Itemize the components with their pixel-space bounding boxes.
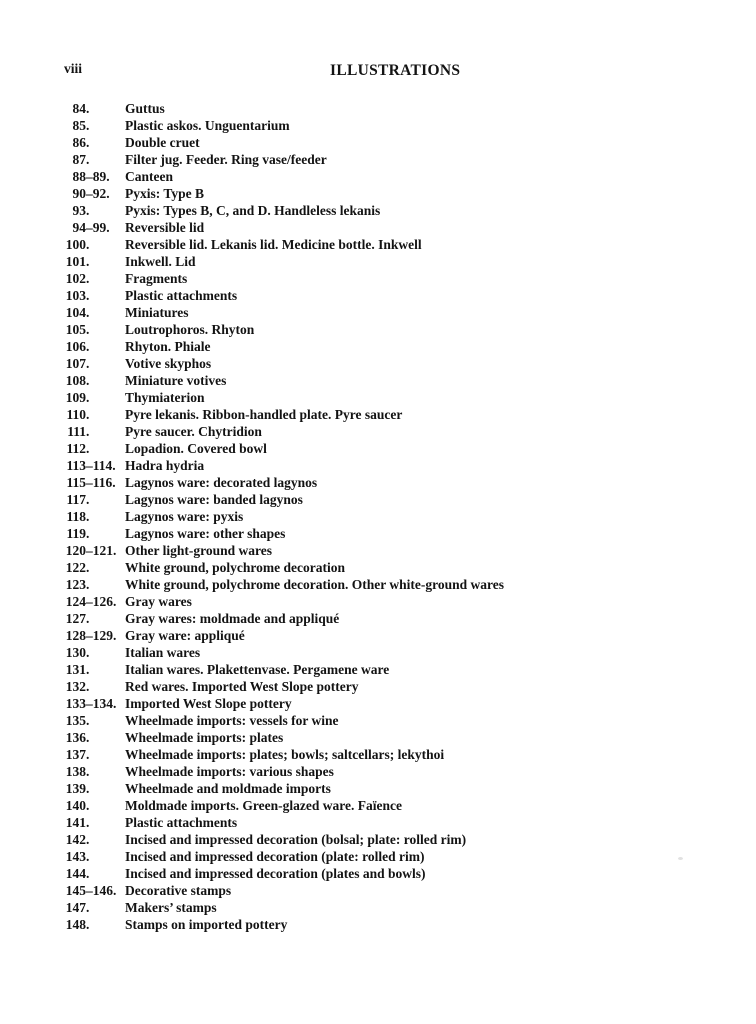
item-label: Thymiaterion bbox=[125, 390, 205, 405]
item-number-main: 139 bbox=[65, 781, 86, 796]
item-number-main: 133 bbox=[65, 696, 86, 711]
item-label: Italian wares bbox=[125, 645, 201, 660]
item-number-main: 110 bbox=[66, 407, 86, 422]
item-label: Red wares. Imported West Slope pottery bbox=[125, 679, 359, 694]
item-label: White ground, polychrome decoration. Other white-ground wares bbox=[125, 577, 505, 592]
item-label: Wheelmade imports: vessels for wine bbox=[125, 713, 339, 728]
item-number-suffix: . bbox=[86, 866, 90, 881]
item-label: Reversible lid bbox=[125, 220, 205, 235]
item-label: Wheelmade and moldmade imports bbox=[125, 781, 331, 796]
page-number: viii bbox=[64, 61, 83, 76]
list-item bbox=[0, 746, 756, 763]
list-item bbox=[0, 389, 756, 406]
item-number-main: 145 bbox=[65, 883, 86, 898]
item-label: Makers’ stamps bbox=[125, 900, 217, 915]
item-number-main: 119 bbox=[66, 526, 86, 541]
list-item bbox=[0, 661, 756, 678]
item-number bbox=[0, 355, 125, 372]
item-label: Filter jug. Feeder. Ring vase/feeder bbox=[125, 152, 327, 167]
item-label: Incised and impressed decoration (bolsal; plate: rolled rim) bbox=[125, 832, 467, 847]
page-title: ILLUSTRATIONS bbox=[330, 62, 461, 79]
item-number-main: 138 bbox=[65, 764, 86, 779]
item-number-suffix: –114. bbox=[86, 458, 116, 473]
item-number-suffix: . bbox=[86, 152, 90, 167]
item-number-suffix: . bbox=[86, 441, 90, 456]
list-item bbox=[0, 202, 756, 219]
item-label: Plastic attachments bbox=[125, 815, 238, 830]
item-number bbox=[0, 304, 125, 321]
item-label: Votive skyphos bbox=[125, 356, 212, 371]
item-label: Stamps on imported pottery bbox=[125, 917, 288, 932]
list-item bbox=[0, 848, 756, 865]
item-number-suffix: . bbox=[86, 815, 90, 830]
illustrations-list bbox=[0, 100, 756, 933]
list-item bbox=[0, 440, 756, 457]
item-number-main: 123 bbox=[65, 577, 86, 592]
item-number-suffix: . bbox=[86, 237, 90, 252]
item-number bbox=[0, 593, 125, 610]
item-number-suffix: . bbox=[86, 288, 90, 303]
item-number-suffix: . bbox=[86, 679, 90, 694]
list-item bbox=[0, 729, 756, 746]
list-item bbox=[0, 338, 756, 355]
item-number-suffix: . bbox=[86, 322, 90, 337]
item-number-main: 108 bbox=[65, 373, 86, 388]
item-number-main: 85 bbox=[72, 118, 86, 133]
item-number bbox=[0, 661, 125, 678]
item-number-suffix: . bbox=[86, 900, 90, 915]
item-number-main: 141 bbox=[65, 815, 86, 830]
item-number bbox=[0, 508, 125, 525]
list-item bbox=[0, 423, 756, 440]
list-item bbox=[0, 508, 756, 525]
item-label: Pyxis: Type B bbox=[125, 186, 205, 201]
list-item bbox=[0, 474, 756, 491]
item-number bbox=[0, 440, 125, 457]
item-label: Loutrophoros. Rhyton bbox=[125, 322, 255, 337]
item-number-suffix: . bbox=[86, 713, 90, 728]
item-number-main: 128 bbox=[65, 628, 86, 643]
list-item bbox=[0, 644, 756, 661]
item-number bbox=[0, 457, 125, 474]
item-number-suffix: . bbox=[86, 203, 90, 218]
list-item bbox=[0, 236, 756, 253]
list-item bbox=[0, 525, 756, 542]
item-number-main: 104 bbox=[65, 305, 86, 320]
item-number-suffix: . bbox=[86, 526, 90, 541]
list-item bbox=[0, 559, 756, 576]
item-number-main: 103 bbox=[65, 288, 86, 303]
item-label: Pyxis: Types B, C, and D. Handleless lekanis bbox=[125, 203, 381, 218]
item-number bbox=[0, 814, 125, 831]
item-label: Decorative stamps bbox=[125, 883, 232, 898]
item-label: Imported West Slope pottery bbox=[125, 696, 292, 711]
item-number-main: 117 bbox=[66, 492, 86, 507]
scan-artifact-speck bbox=[678, 857, 683, 860]
item-number-suffix: . bbox=[86, 135, 90, 150]
list-item bbox=[0, 491, 756, 508]
list-item bbox=[0, 627, 756, 644]
item-label: Double cruet bbox=[125, 135, 200, 150]
list-item bbox=[0, 270, 756, 287]
list-item bbox=[0, 797, 756, 814]
item-number-suffix: . bbox=[86, 662, 90, 677]
item-number-suffix: . bbox=[86, 798, 90, 813]
item-number-main: 142 bbox=[65, 832, 86, 847]
item-number bbox=[0, 831, 125, 848]
item-number-main: 124 bbox=[65, 594, 86, 609]
item-label: Pyre saucer. Chytridion bbox=[125, 424, 262, 439]
item-label: Lagynos ware: decorated lagynos bbox=[125, 475, 318, 490]
item-number-suffix: . bbox=[86, 645, 90, 660]
item-number bbox=[0, 219, 125, 236]
item-number-suffix: . bbox=[86, 730, 90, 745]
list-item bbox=[0, 899, 756, 916]
item-label: Italian wares. Plakettenvase. Pergamene ware bbox=[125, 662, 390, 677]
item-number bbox=[0, 797, 125, 814]
item-number bbox=[0, 559, 125, 576]
item-number bbox=[0, 627, 125, 644]
item-number-suffix: . bbox=[86, 118, 90, 133]
item-number bbox=[0, 236, 125, 253]
item-number-suffix: . bbox=[86, 254, 90, 269]
item-label: Lagynos ware: pyxis bbox=[125, 509, 244, 524]
item-number-main: 109 bbox=[65, 390, 86, 405]
item-number-main: 132 bbox=[65, 679, 86, 694]
list-item bbox=[0, 287, 756, 304]
item-number bbox=[0, 610, 125, 627]
list-item bbox=[0, 134, 756, 151]
item-number bbox=[0, 899, 125, 916]
item-number bbox=[0, 882, 125, 899]
item-number bbox=[0, 338, 125, 355]
item-number bbox=[0, 746, 125, 763]
item-label: Hadra hydria bbox=[125, 458, 205, 473]
item-number-main: 112 bbox=[66, 441, 86, 456]
item-number-main: 130 bbox=[65, 645, 86, 660]
item-number bbox=[0, 729, 125, 746]
list-item bbox=[0, 168, 756, 185]
item-number-main: 93 bbox=[72, 203, 86, 218]
item-number-main: 100 bbox=[65, 237, 86, 252]
item-number-suffix: . bbox=[86, 832, 90, 847]
item-number-main: 136 bbox=[65, 730, 86, 745]
item-number-main: 101 bbox=[65, 254, 86, 269]
item-label: Gray ware: appliqué bbox=[125, 628, 245, 643]
item-number-main: 135 bbox=[65, 713, 86, 728]
item-number-suffix: . bbox=[86, 747, 90, 762]
item-number-suffix: . bbox=[86, 390, 90, 405]
item-label: Reversible lid. Lekanis lid. Medicine bottle. Inkwell bbox=[125, 237, 422, 252]
item-number-suffix: –99. bbox=[86, 220, 110, 235]
item-number-main: 144 bbox=[65, 866, 86, 881]
item-label: Wheelmade imports: various shapes bbox=[125, 764, 334, 779]
item-label: White ground, polychrome decoration bbox=[125, 560, 346, 575]
item-label: Inkwell. Lid bbox=[125, 254, 196, 269]
item-number-main: 113 bbox=[66, 458, 86, 473]
item-number-suffix: . bbox=[86, 356, 90, 371]
item-number-suffix: . bbox=[86, 849, 90, 864]
item-number-suffix: –129. bbox=[86, 628, 117, 643]
item-number bbox=[0, 525, 125, 542]
item-number-suffix: –126. bbox=[86, 594, 117, 609]
item-number bbox=[0, 270, 125, 287]
item-label: Other light-ground wares bbox=[125, 543, 273, 558]
item-number bbox=[0, 712, 125, 729]
item-label: Miniatures bbox=[125, 305, 189, 320]
item-number-suffix: . bbox=[86, 492, 90, 507]
item-number-suffix: . bbox=[86, 781, 90, 796]
item-number bbox=[0, 406, 125, 423]
item-number bbox=[0, 134, 125, 151]
item-number-suffix: . bbox=[86, 339, 90, 354]
item-number-suffix: –146. bbox=[86, 883, 117, 898]
item-number-suffix: . bbox=[86, 271, 90, 286]
item-label: Guttus bbox=[125, 101, 165, 116]
item-number bbox=[0, 372, 125, 389]
list-item bbox=[0, 814, 756, 831]
item-number-main: 105 bbox=[65, 322, 86, 337]
item-number bbox=[0, 287, 125, 304]
item-number bbox=[0, 678, 125, 695]
item-number-main: 107 bbox=[65, 356, 86, 371]
item-number bbox=[0, 100, 125, 117]
list-item bbox=[0, 695, 756, 712]
item-number-main: 120 bbox=[65, 543, 86, 558]
item-number-main: 102 bbox=[65, 271, 86, 286]
item-label: Wheelmade imports: plates; bowls; saltcellars; lekythoi bbox=[125, 747, 445, 762]
list-item bbox=[0, 304, 756, 321]
list-item bbox=[0, 185, 756, 202]
item-number bbox=[0, 695, 125, 712]
list-item bbox=[0, 916, 756, 933]
item-number-suffix: . bbox=[86, 407, 90, 422]
list-item bbox=[0, 712, 756, 729]
item-label: Canteen bbox=[125, 169, 173, 184]
item-number-main: 88 bbox=[72, 169, 86, 184]
item-number-suffix: . bbox=[86, 373, 90, 388]
item-number-suffix: . bbox=[86, 101, 90, 116]
list-item bbox=[0, 831, 756, 848]
item-number-main: 143 bbox=[65, 849, 86, 864]
item-number-main: 87 bbox=[72, 152, 86, 167]
list-item bbox=[0, 610, 756, 627]
item-label: Lopadion. Covered bowl bbox=[125, 441, 267, 456]
list-item bbox=[0, 593, 756, 610]
list-item bbox=[0, 406, 756, 423]
item-number-suffix: . bbox=[86, 764, 90, 779]
item-label: Fragments bbox=[125, 271, 188, 286]
item-label: Miniature votives bbox=[125, 373, 227, 388]
item-number bbox=[0, 321, 125, 338]
item-number-main: 148 bbox=[65, 917, 86, 932]
list-item bbox=[0, 151, 756, 168]
list-item bbox=[0, 678, 756, 695]
item-number bbox=[0, 491, 125, 508]
item-number bbox=[0, 474, 125, 491]
item-number bbox=[0, 117, 125, 134]
item-number-main: 147 bbox=[65, 900, 86, 915]
item-number-suffix: . bbox=[86, 611, 90, 626]
item-label: Plastic attachments bbox=[125, 288, 238, 303]
item-number-suffix: . bbox=[86, 560, 90, 575]
list-item bbox=[0, 253, 756, 270]
list-item bbox=[0, 321, 756, 338]
item-number-suffix: . bbox=[86, 424, 90, 439]
list-item bbox=[0, 100, 756, 117]
item-number-main: 140 bbox=[65, 798, 86, 813]
item-number-suffix: –92. bbox=[86, 186, 110, 201]
item-number-suffix: –116. bbox=[86, 475, 116, 490]
list-item bbox=[0, 542, 756, 559]
item-number-main: 90 bbox=[72, 186, 86, 201]
item-label: Gray wares: moldmade and appliqué bbox=[125, 611, 340, 626]
item-number bbox=[0, 780, 125, 797]
item-number-suffix: . bbox=[86, 305, 90, 320]
list-item bbox=[0, 219, 756, 236]
item-number bbox=[0, 253, 125, 270]
item-label: Plastic askos. Unguentarium bbox=[125, 118, 290, 133]
list-item bbox=[0, 576, 756, 593]
item-label: Moldmade imports. Green-glazed ware. Faïence bbox=[125, 798, 402, 813]
item-number-main: 127 bbox=[65, 611, 86, 626]
item-number bbox=[0, 185, 125, 202]
list-item bbox=[0, 865, 756, 882]
item-number-main: 115 bbox=[66, 475, 86, 490]
item-label: Incised and impressed decoration (plates and bowls) bbox=[125, 866, 426, 881]
item-number-suffix: . bbox=[86, 917, 90, 932]
list-item bbox=[0, 372, 756, 389]
item-number-main: 84 bbox=[72, 101, 86, 116]
item-label: Pyre lekanis. Ribbon-handled plate. Pyre saucer bbox=[125, 407, 403, 422]
list-item bbox=[0, 457, 756, 474]
item-number-main: 86 bbox=[72, 135, 86, 150]
item-number bbox=[0, 916, 125, 933]
item-label: Lagynos ware: banded lagynos bbox=[125, 492, 303, 507]
item-number-suffix: –134. bbox=[86, 696, 117, 711]
item-number bbox=[0, 389, 125, 406]
item-number-main: 122 bbox=[65, 560, 86, 575]
item-number-suffix: . bbox=[86, 577, 90, 592]
item-number-main: 131 bbox=[65, 662, 86, 677]
item-number bbox=[0, 865, 125, 882]
item-number bbox=[0, 848, 125, 865]
list-item bbox=[0, 763, 756, 780]
item-number bbox=[0, 542, 125, 559]
item-number-suffix: –89. bbox=[86, 169, 110, 184]
list-item bbox=[0, 780, 756, 797]
item-label: Wheelmade imports: plates bbox=[125, 730, 284, 745]
item-label: Incised and impressed decoration (plate: rolled rim) bbox=[125, 849, 425, 864]
list-item bbox=[0, 117, 756, 134]
list-item bbox=[0, 882, 756, 899]
item-number-main: 94 bbox=[72, 220, 86, 235]
item-number-suffix: –121. bbox=[86, 543, 117, 558]
item-number-main: 137 bbox=[65, 747, 86, 762]
item-number bbox=[0, 644, 125, 661]
item-number-main: 106 bbox=[65, 339, 86, 354]
item-number bbox=[0, 202, 125, 219]
item-number bbox=[0, 151, 125, 168]
item-number bbox=[0, 763, 125, 780]
item-number-main: 118 bbox=[66, 509, 86, 524]
item-label: Lagynos ware: other shapes bbox=[125, 526, 286, 541]
item-label: Rhyton. Phiale bbox=[125, 339, 211, 354]
list-item bbox=[0, 355, 756, 372]
item-label: Gray wares bbox=[125, 594, 192, 609]
item-number bbox=[0, 423, 125, 440]
item-number bbox=[0, 576, 125, 593]
item-number-suffix: . bbox=[86, 509, 90, 524]
item-number-main: 111 bbox=[67, 424, 86, 439]
item-number bbox=[0, 168, 125, 185]
